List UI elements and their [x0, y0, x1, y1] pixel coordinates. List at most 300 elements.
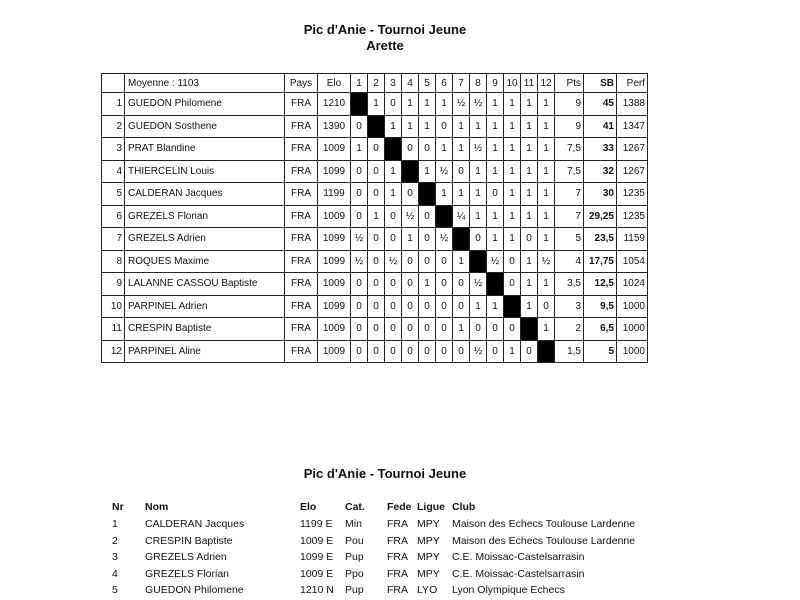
game-result: 0 — [504, 318, 521, 341]
list-nr: 1 — [112, 518, 118, 531]
player-name: GREZELS Adrien — [125, 228, 285, 251]
game-result: 0 — [385, 340, 402, 363]
game-result: 0 — [351, 160, 368, 183]
player-points: 3,5 — [555, 273, 584, 296]
list-item — [112, 549, 635, 566]
game-result: ½ — [351, 228, 368, 251]
game-result: 1 — [521, 138, 538, 161]
list-nr: 3 — [112, 551, 118, 564]
list-cat: Pou — [345, 534, 364, 547]
game-result: 0 — [402, 340, 419, 363]
game-result: 1 — [521, 295, 538, 318]
player-perf: 1024 — [617, 273, 648, 296]
player-name: LALANNE CASSOU Baptiste — [125, 273, 285, 296]
list-nom: CALDERAN Jacques — [145, 518, 245, 531]
game-result: 1 — [385, 115, 402, 138]
player-name: PARPINEL Adrien — [125, 295, 285, 318]
player-country: FRA — [285, 318, 318, 341]
player-perf: 1000 — [617, 295, 648, 318]
game-result: 1 — [538, 115, 555, 138]
list-header-club: Club — [452, 501, 476, 513]
game-result: 0 — [470, 228, 487, 251]
player-sb: 17,75 — [584, 250, 617, 273]
game-result: 0 — [504, 250, 521, 273]
game-result: 0 — [385, 93, 402, 116]
crosstable-row — [102, 160, 648, 183]
player-rank: 3 — [102, 138, 125, 161]
player-country: FRA — [285, 273, 318, 296]
player-points: 7,5 — [555, 138, 584, 161]
game-result: 0 — [453, 160, 470, 183]
game-result: 1 — [470, 183, 487, 206]
crosstable-row — [102, 228, 648, 251]
game-result: 1 — [521, 183, 538, 206]
game-result: 0 — [368, 183, 385, 206]
game-result: 0 — [368, 250, 385, 273]
list-elo: 1009 E — [300, 567, 334, 580]
game-result: 1 — [504, 138, 521, 161]
list-header-ligue: Ligue — [417, 501, 445, 513]
list-fede: FRA — [387, 551, 408, 564]
player-rank: 1 — [102, 93, 125, 116]
game-result: 0 — [436, 318, 453, 341]
diagonal-cell — [385, 138, 402, 161]
game-result: ½ — [470, 340, 487, 363]
diagonal-cell — [368, 115, 385, 138]
player-country: FRA — [285, 93, 318, 116]
crosstable-header-row — [102, 74, 648, 93]
player-rank: 4 — [102, 160, 125, 183]
diagonal-cell — [453, 228, 470, 251]
crosstable-row — [102, 115, 648, 138]
player-perf: 1267 — [617, 138, 648, 161]
list-club: Lyon Olympique Echecs — [452, 584, 565, 597]
game-result: ½ — [402, 205, 419, 228]
game-result: 1 — [453, 250, 470, 273]
player-perf: 1235 — [617, 205, 648, 228]
game-result: 0 — [453, 340, 470, 363]
game-result: 1 — [521, 115, 538, 138]
tournament-subtitle: Arette — [366, 38, 404, 53]
game-result: 0 — [368, 160, 385, 183]
game-result: 1 — [487, 115, 504, 138]
game-result: 0 — [351, 318, 368, 341]
game-result: 0 — [351, 340, 368, 363]
player-rank: 10 — [102, 295, 125, 318]
player-rank: 11 — [102, 318, 125, 341]
game-result: ¼ — [453, 205, 470, 228]
diagonal-cell — [419, 183, 436, 206]
game-result: 1 — [538, 138, 555, 161]
game-result: 1 — [402, 228, 419, 251]
list-header-cat: Cat. — [345, 501, 365, 513]
diagonal-cell — [351, 93, 368, 116]
game-result: 0 — [351, 183, 368, 206]
game-result: 0 — [419, 138, 436, 161]
crosstable-row — [102, 250, 648, 273]
list-ligue: MPY — [417, 518, 440, 531]
player-elo: 1009 — [318, 273, 351, 296]
player-country: FRA — [285, 228, 318, 251]
game-result: 1 — [453, 115, 470, 138]
game-result: 1 — [470, 295, 487, 318]
list-elo: 1099 E — [300, 551, 334, 564]
player-country: FRA — [285, 160, 318, 183]
game-result: 1 — [453, 183, 470, 206]
game-result: 0 — [351, 205, 368, 228]
list-nr: 5 — [112, 584, 118, 597]
players-list-title: Pic d'Anie - Tournoi Jeune — [303, 466, 467, 481]
players-list — [112, 498, 635, 599]
game-result: ½ — [470, 273, 487, 296]
list-header-fede: Fede — [387, 501, 412, 513]
crosstable-row — [102, 205, 648, 228]
diagonal-cell — [487, 273, 504, 296]
game-result: 0 — [385, 205, 402, 228]
game-result: 0 — [436, 250, 453, 273]
game-result: 0 — [419, 205, 436, 228]
game-result: 0 — [436, 295, 453, 318]
player-perf: 1000 — [617, 318, 648, 341]
player-points: 9 — [555, 93, 584, 116]
list-cat: Pup — [345, 551, 364, 564]
list-ligue: MPY — [417, 567, 440, 580]
header-pays: Pays — [285, 74, 318, 93]
player-points: 3 — [555, 295, 584, 318]
crosstable-row — [102, 295, 648, 318]
game-result: 0 — [368, 138, 385, 161]
player-points: 1,5 — [555, 340, 584, 363]
player-elo: 1099 — [318, 160, 351, 183]
game-result: 1 — [470, 160, 487, 183]
list-header-nom: Nom — [145, 501, 169, 513]
header-round: 5 — [419, 74, 436, 93]
player-perf: 1347 — [617, 115, 648, 138]
player-rank: 9 — [102, 273, 125, 296]
game-result: 1 — [453, 138, 470, 161]
game-result: ½ — [436, 160, 453, 183]
list-fede: FRA — [387, 518, 408, 531]
header-elo: Elo — [318, 74, 351, 93]
game-result: 1 — [504, 115, 521, 138]
list-elo: 1009 E — [300, 534, 334, 547]
game-result: 0 — [487, 183, 504, 206]
game-result: 1 — [419, 93, 436, 116]
game-result: ½ — [436, 228, 453, 251]
player-elo: 1009 — [318, 138, 351, 161]
game-result: 1 — [504, 205, 521, 228]
player-rank: 6 — [102, 205, 125, 228]
player-rank: 2 — [102, 115, 125, 138]
list-fede: FRA — [387, 584, 408, 597]
header-num — [102, 74, 125, 93]
game-result: 0 — [538, 295, 555, 318]
list-cat: Pup — [345, 584, 364, 597]
game-result: 0 — [385, 295, 402, 318]
player-name: CRESPIN Baptiste — [125, 318, 285, 341]
game-result: ½ — [470, 93, 487, 116]
list-item — [112, 582, 635, 599]
game-result: 0 — [402, 273, 419, 296]
header-round: 11 — [521, 74, 538, 93]
player-perf: 1267 — [617, 160, 648, 183]
game-result: 0 — [487, 340, 504, 363]
game-result: 0 — [368, 318, 385, 341]
header-round: 12 — [538, 74, 555, 93]
game-result: 0 — [368, 228, 385, 251]
game-result: 1 — [470, 205, 487, 228]
game-result: 0 — [436, 273, 453, 296]
list-item — [112, 566, 635, 583]
player-elo: 1009 — [318, 205, 351, 228]
crosstable-row — [102, 138, 648, 161]
player-name: PRAT Blandine — [125, 138, 285, 161]
game-result: 1 — [504, 228, 521, 251]
player-sb: 41 — [584, 115, 617, 138]
header-pts: Pts — [555, 74, 584, 93]
game-result: 0 — [402, 295, 419, 318]
list-nom: GREZELS Adrien — [145, 551, 227, 564]
player-name: GUEDON Philomene — [125, 93, 285, 116]
game-result: 1 — [538, 228, 555, 251]
list-club: C.E. Moissac-Castelsarrasin — [452, 567, 585, 580]
list-nom: GREZELS Florian — [145, 567, 230, 580]
game-result: 1 — [487, 138, 504, 161]
player-country: FRA — [285, 205, 318, 228]
header-round: 3 — [385, 74, 402, 93]
player-sb: 23,5 — [584, 228, 617, 251]
player-sb: 45 — [584, 93, 617, 116]
list-nr: 4 — [112, 567, 118, 580]
player-elo: 1099 — [318, 250, 351, 273]
player-elo: 1099 — [318, 228, 351, 251]
game-result: 1 — [351, 138, 368, 161]
game-result: 0 — [487, 318, 504, 341]
player-elo: 1009 — [318, 318, 351, 341]
player-country: FRA — [285, 115, 318, 138]
header-round: 10 — [504, 74, 521, 93]
player-name: PARPINEL Aline — [125, 340, 285, 363]
game-result: 1 — [419, 115, 436, 138]
game-result: 1 — [368, 93, 385, 116]
player-name: GREZELS Florian — [125, 205, 285, 228]
game-result: 1 — [521, 160, 538, 183]
game-result: 1 — [487, 295, 504, 318]
header-round: 9 — [487, 74, 504, 93]
player-perf: 1159 — [617, 228, 648, 251]
player-perf: 1054 — [617, 250, 648, 273]
game-result: ½ — [538, 250, 555, 273]
game-result: 1 — [538, 183, 555, 206]
game-result: 0 — [521, 228, 538, 251]
game-result: 0 — [504, 273, 521, 296]
game-result: 1 — [521, 250, 538, 273]
player-country: FRA — [285, 138, 318, 161]
player-sb: 33 — [584, 138, 617, 161]
player-points: 7 — [555, 205, 584, 228]
player-points: 7 — [555, 183, 584, 206]
list-cat: Min — [345, 518, 362, 531]
player-rank: 8 — [102, 250, 125, 273]
list-ligue: MPY — [417, 534, 440, 547]
header-perf: Perf — [617, 74, 648, 93]
game-result: ½ — [351, 250, 368, 273]
header-round: 8 — [470, 74, 487, 93]
game-result: 1 — [385, 183, 402, 206]
crosstable-row — [102, 183, 648, 206]
game-result: 1 — [436, 93, 453, 116]
game-result: 1 — [504, 160, 521, 183]
list-header-nr: Nr — [112, 501, 124, 513]
crosstable-row — [102, 93, 648, 116]
list-nom: GUEDON Philomene — [145, 584, 244, 597]
player-rank: 7 — [102, 228, 125, 251]
player-name: THIERCELIN Louis — [125, 160, 285, 183]
header-sb: SB — [584, 74, 617, 93]
game-result: 1 — [538, 93, 555, 116]
tournament-title: Pic d'Anie - Tournoi Jeune — [303, 22, 467, 37]
player-sb: 29,25 — [584, 205, 617, 228]
list-ligue: MPY — [417, 551, 440, 564]
header-round: 1 — [351, 74, 368, 93]
game-result: 1 — [419, 273, 436, 296]
game-result: 0 — [351, 115, 368, 138]
game-result: 1 — [453, 318, 470, 341]
game-result: ½ — [470, 138, 487, 161]
diagonal-cell — [521, 318, 538, 341]
game-result: 1 — [385, 160, 402, 183]
player-sb: 30 — [584, 183, 617, 206]
game-result: 0 — [368, 273, 385, 296]
player-country: FRA — [285, 250, 318, 273]
game-result: 0 — [368, 295, 385, 318]
game-result: 1 — [504, 93, 521, 116]
game-result: 1 — [368, 205, 385, 228]
game-result: 1 — [538, 318, 555, 341]
list-ligue: LYO — [417, 584, 438, 597]
list-fede: FRA — [387, 534, 408, 547]
diagonal-cell — [470, 250, 487, 273]
crosstable — [101, 73, 648, 363]
player-elo: 1210 — [318, 93, 351, 116]
header-moyenne: Moyenne : 1103 — [125, 74, 285, 93]
list-cat: Ppo — [345, 567, 364, 580]
game-result: ½ — [453, 93, 470, 116]
list-fede: FRA — [387, 567, 408, 580]
game-result: 0 — [402, 183, 419, 206]
players-list-header-row — [112, 498, 635, 516]
game-result: 1 — [487, 205, 504, 228]
player-country: FRA — [285, 340, 318, 363]
list-club: Maison des Echecs Toulouse Lardenne — [452, 518, 636, 531]
crosstable-row — [102, 273, 648, 296]
list-item — [112, 516, 635, 533]
player-rank: 12 — [102, 340, 125, 363]
player-sb: 9,5 — [584, 295, 617, 318]
game-result: 0 — [453, 273, 470, 296]
game-result: 0 — [419, 318, 436, 341]
list-nom: CRESPIN Baptiste — [145, 534, 233, 547]
header-round: 6 — [436, 74, 453, 93]
diagonal-cell — [402, 160, 419, 183]
player-sb: 5 — [584, 340, 617, 363]
player-points: 9 — [555, 115, 584, 138]
list-elo: 1199 E — [300, 518, 333, 531]
game-result: ½ — [487, 250, 504, 273]
game-result: 0 — [402, 318, 419, 341]
player-sb: 32 — [584, 160, 617, 183]
game-result: 0 — [453, 295, 470, 318]
player-elo: 1199 — [318, 183, 351, 206]
game-result: 1 — [521, 205, 538, 228]
player-name: CALDERAN Jacques — [125, 183, 285, 206]
player-points: 7,5 — [555, 160, 584, 183]
game-result: 1 — [538, 205, 555, 228]
game-result: 1 — [487, 228, 504, 251]
game-result: ½ — [385, 250, 402, 273]
game-result: 1 — [436, 183, 453, 206]
game-result: 0 — [351, 295, 368, 318]
list-elo: 1210 N — [300, 584, 334, 597]
player-rank: 5 — [102, 183, 125, 206]
game-result: 0 — [419, 340, 436, 363]
game-result: 1 — [402, 115, 419, 138]
diagonal-cell — [504, 295, 521, 318]
game-result: 1 — [419, 160, 436, 183]
header-round: 7 — [453, 74, 470, 93]
game-result: 1 — [504, 183, 521, 206]
player-perf: 1235 — [617, 183, 648, 206]
list-club: Maison des Echecs Toulouse Lardenne — [452, 534, 636, 547]
game-result: 1 — [487, 93, 504, 116]
game-result: 0 — [402, 138, 419, 161]
game-result: 1 — [487, 160, 504, 183]
player-elo: 1009 — [318, 340, 351, 363]
game-result: 0 — [385, 228, 402, 251]
player-elo: 1390 — [318, 115, 351, 138]
header-round: 4 — [402, 74, 419, 93]
player-points: 4 — [555, 250, 584, 273]
game-result: 1 — [521, 273, 538, 296]
player-sb: 6,5 — [584, 318, 617, 341]
game-result: 1 — [470, 115, 487, 138]
game-result: 0 — [436, 340, 453, 363]
header-round: 2 — [368, 74, 385, 93]
game-result: 0 — [351, 273, 368, 296]
game-result: 1 — [538, 273, 555, 296]
player-perf: 1388 — [617, 93, 648, 116]
player-country: FRA — [285, 183, 318, 206]
player-points: 2 — [555, 318, 584, 341]
player-sb: 12,5 — [584, 273, 617, 296]
game-result: 0 — [436, 115, 453, 138]
game-result: 0 — [385, 273, 402, 296]
list-header-elo: Elo — [300, 501, 317, 513]
player-points: 5 — [555, 228, 584, 251]
list-club: C.E. Moissac-Castelsarrasin — [452, 551, 585, 564]
player-elo: 1099 — [318, 295, 351, 318]
game-result: 1 — [504, 340, 521, 363]
player-name: GUEDON Sosthene — [125, 115, 285, 138]
game-result: 0 — [385, 318, 402, 341]
game-result: 0 — [419, 250, 436, 273]
game-result: 0 — [419, 295, 436, 318]
diagonal-cell — [436, 205, 453, 228]
list-nr: 2 — [112, 534, 118, 547]
game-result: 1 — [521, 93, 538, 116]
game-result: 0 — [368, 340, 385, 363]
game-result: 0 — [419, 228, 436, 251]
